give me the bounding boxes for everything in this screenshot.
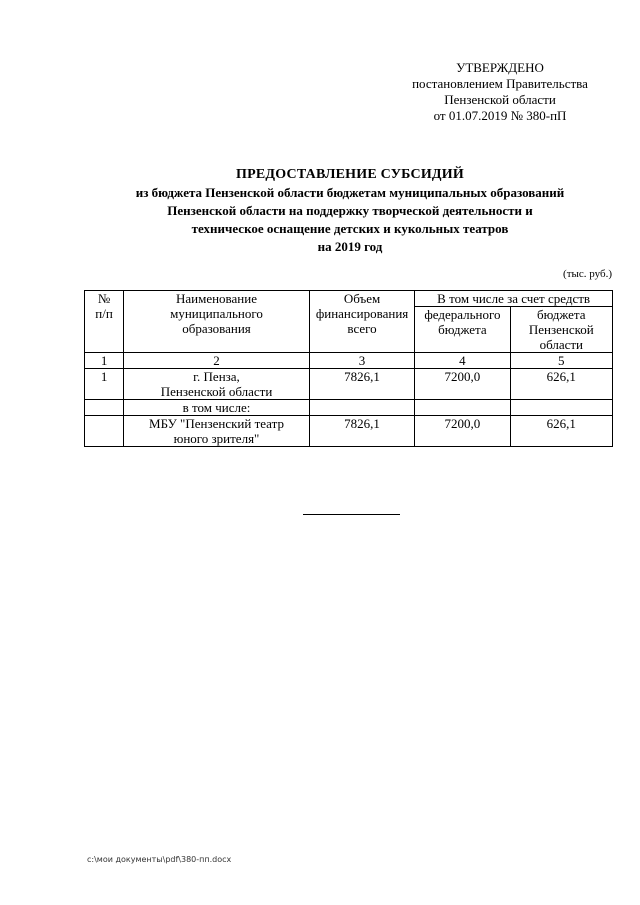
row-num [85, 400, 124, 416]
units-label: (тыс. руб.) [563, 268, 612, 280]
approval-label: УТВЕРЖДЕНО [456, 60, 544, 75]
subsidy-table [84, 290, 613, 447]
row-federal [415, 400, 510, 416]
table-row [85, 369, 613, 400]
title-line-3: Пензенской области на поддержку творческой деятельности и [167, 203, 533, 218]
row-total: 7826,1 [309, 416, 414, 447]
row-num: 1 [85, 369, 124, 400]
approval-date-number: от 01.07.2019 № 380-пП [433, 108, 567, 123]
row-name: МБУ "Пензенский театр юного зрителя" [124, 416, 310, 447]
row-total: 7826,1 [309, 369, 414, 400]
col-number: 4 [415, 353, 510, 369]
column-number-row [85, 353, 613, 369]
header-federal: федерального бюджета [415, 307, 510, 353]
header-group: В том числе за счет средств [415, 291, 613, 307]
row-name: г. Пенза, Пензенской области [124, 369, 310, 400]
header-name: Наименование муниципального образования [124, 291, 310, 353]
row-total [309, 400, 414, 416]
row-federal: 7200,0 [415, 416, 510, 447]
title-main: ПРЕДОСТАВЛЕНИЕ СУБСИДИЙ [236, 167, 464, 182]
approval-block [380, 60, 620, 124]
closing-divider [303, 514, 400, 515]
header-regional: бюджета Пензенской области [510, 307, 612, 353]
col-number: 3 [309, 353, 414, 369]
row-regional: 626,1 [510, 416, 612, 447]
file-path-footer: c:\мои документы\pdf\380-пп.docx [87, 855, 232, 864]
title-year: на 2019 год [317, 239, 383, 254]
col-number: 5 [510, 353, 612, 369]
header-row [85, 291, 613, 307]
header-num: № п/п [85, 291, 124, 353]
title-line-2: из бюджета Пензенской области бюджетам муниципальных образований [135, 185, 565, 200]
col-number: 1 [85, 353, 124, 369]
table-row [85, 416, 613, 447]
header-total: Объем финансирования всего [309, 291, 414, 353]
document-title [80, 166, 620, 256]
row-regional: 626,1 [510, 369, 612, 400]
approval-resolution: постановлением Правительства [412, 76, 588, 91]
approval-region: Пензенской области [444, 92, 556, 107]
row-num [85, 416, 124, 447]
table-row [85, 400, 613, 416]
title-line-4: техническое оснащение детских и кукольных театров [191, 221, 509, 236]
row-federal: 7200,0 [415, 369, 510, 400]
row-name: в том числе: [124, 400, 310, 416]
col-number: 2 [124, 353, 310, 369]
row-regional [510, 400, 612, 416]
